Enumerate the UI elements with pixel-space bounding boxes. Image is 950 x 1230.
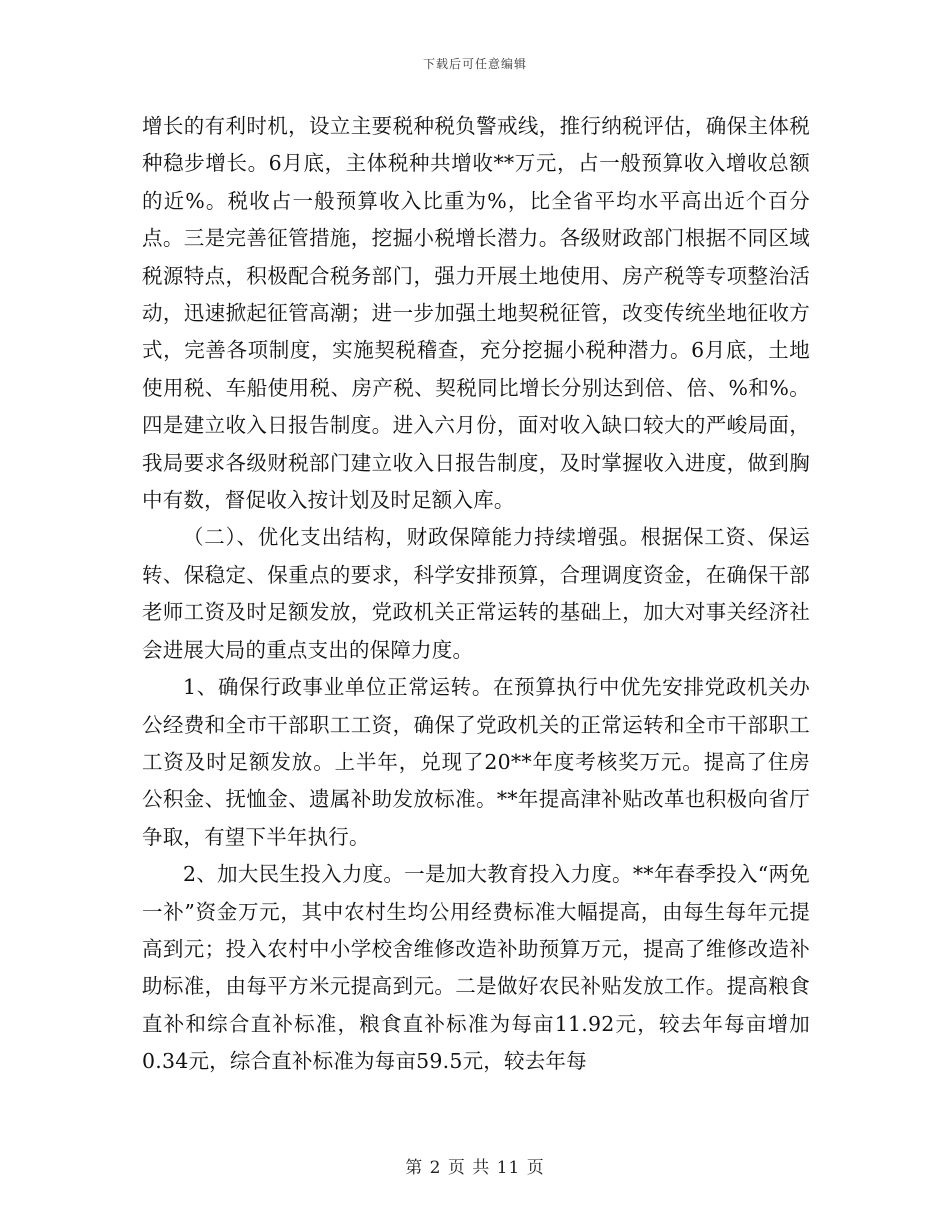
document-body — [142, 108, 810, 1081]
page-number: 第 2 页 共 11 页 — [405, 1158, 545, 1178]
paragraph-administrative-operation: 1、确保行政事业单位正常运转。在预算执行中优先安排党政机关办公经费和全市干部职工工资，确保了党政机关的正常运转和全市干部职工工资及时足额发放。上半年，兑现了20**年度考核奖万元。提高了住房公积金、抚恤金、遗属补助发放标准。**年提高津补贴改革也积极向省厅争取，有望下半年执行。 — [142, 675, 810, 849]
page-header: 下载后可任意编辑 — [422, 57, 527, 71]
paragraph-expenditure-structure: （二）、优化支出结构，财政保障能力持续增强。根据保工资、保运转、保稳定、保重点的要求，科学安排预算，合理调度资金，在确保干部老师工资及时足额发放，党政机关正常运转的基础上，加大对事关经济社会进展大局的重点支出的保障力度。 — [142, 525, 810, 662]
paragraph-livelihood-investment: 2、加大民生投入力度。一是加大教育投入力度。**年春季投入“两免一补”资金万元，其中农村生均公用经费标准大幅提高，由每生每年元提高到元；投入农村中小学校舍维修改造补助预算万元，提高了维修改造补助标准，由每平方米元提高到元。二是做好农民补贴发放工作。提高粮食直补和综合直补标准，粮食直补标准为每亩11.92元，较去年每亩增加0.34元，综合直补标准为每亩59.5元，较去年每 — [142, 862, 810, 1074]
paragraph-tax-continuation: 增长的有利时机，设立主要税种税负警戒线，推行纳税评估，确保主体税种稳步增长。6月底，主体税种共增收**万元，占一般预算收入增收总额的近%。税收占一般预算收入比重为%，比全省平均水平高出近个百分点。三是完善征管措施，挖掘小税增长潜力。各级财政部门根据不同区域税源特点，积极配合税务部门，强力开展土地使用、房产税等专项整治活动，迅速掀起征管高潮；进一步加强土地契税征管，改变传统坐地征收方式，完善各项制度，实施契税稽查，充分挖掘小税种潜力。6月底，土地使用税、车船使用税、房产税、契税同比增长分别达到倍、倍、%和%。四是建立收入日报告制度。进入六月份，面对收入缺口较大的严峻局面，我局要求各级财税部门建立收入日报告制度，及时掌握收入进度，做到胸中有数，督促收入按计划及时足额入库。 — [142, 114, 810, 513]
